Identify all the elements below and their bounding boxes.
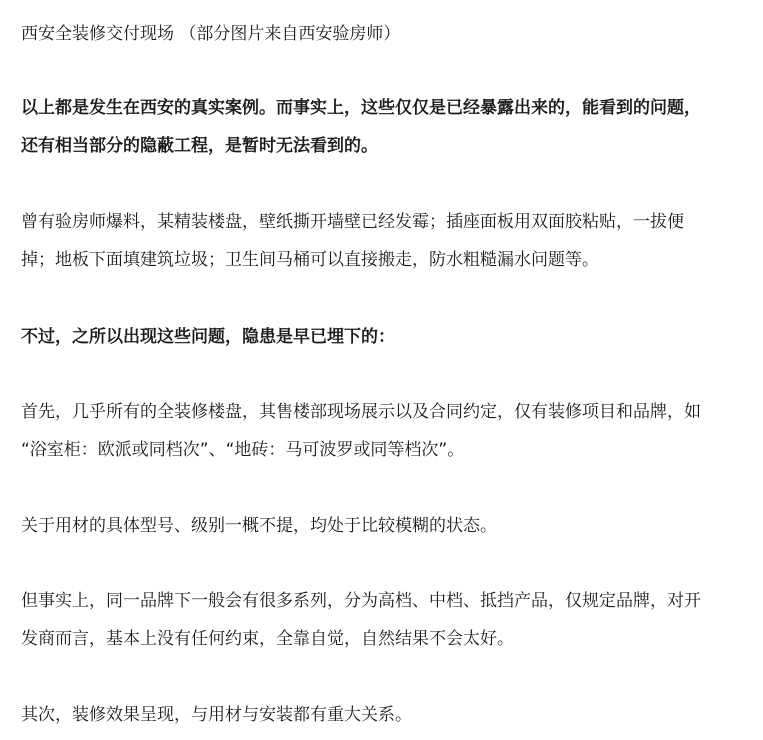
paragraph-line: 其次，装修效果呈现，与用材与安装都有重大关系。 — [21, 705, 412, 725]
paragraph-line: 发商而言，基本上没有任何约束，全靠自觉，自然结果不会太好。 — [21, 629, 514, 649]
image-caption — [21, 15, 751, 53]
emphasis-paragraph — [21, 89, 751, 165]
paragraph-line: 掉；地板下面填建筑垃圾；卫生间马桶可以直接搬走，防水粗糙漏水问题等。 — [21, 250, 599, 270]
paragraph-line: 还有相当部分的隐蔽工程，是暂时无法看到的。 — [21, 136, 378, 156]
paragraph-line: 曾有验房师爆料，某精装楼盘，壁纸撕开墙壁已经发霉；插座面板用双面胶粘贴，一拔便 — [21, 212, 684, 232]
paragraph-line: “浴室柜：欧派或同档次”、“地砖：马可波罗或同等档次”。 — [21, 440, 465, 460]
emphasis-paragraph — [21, 318, 751, 356]
body-paragraph — [21, 507, 751, 545]
paragraph-line: 以上都是发生在西安的真实案例。而事实上，这些仅仅是已经暴露出来的，能看到的问题， — [21, 98, 701, 118]
body-paragraph — [21, 203, 751, 279]
body-paragraph — [21, 582, 751, 658]
paragraph-line: 关于用材的具体型号、级别一概不提，均处于比较模糊的状态。 — [21, 516, 497, 536]
paragraph-line: 不过，之所以出现这些问题，隐患是早已埋下的： — [21, 327, 395, 347]
paragraph-line: 但事实上，同一品牌下一般会有很多系列，分为高档、中档、抵挡产品，仅规定品牌，对开 — [21, 591, 701, 611]
paragraph-line: 首先，几乎所有的全装修楼盘，其售楼部现场展示以及合同约定，仅有装修项目和品牌，如 — [21, 402, 701, 422]
caption-text: 西安全装修交付现场 （部分图片来自西安验房师） — [21, 24, 401, 44]
body-paragraph — [21, 393, 751, 469]
body-paragraph — [21, 696, 751, 734]
